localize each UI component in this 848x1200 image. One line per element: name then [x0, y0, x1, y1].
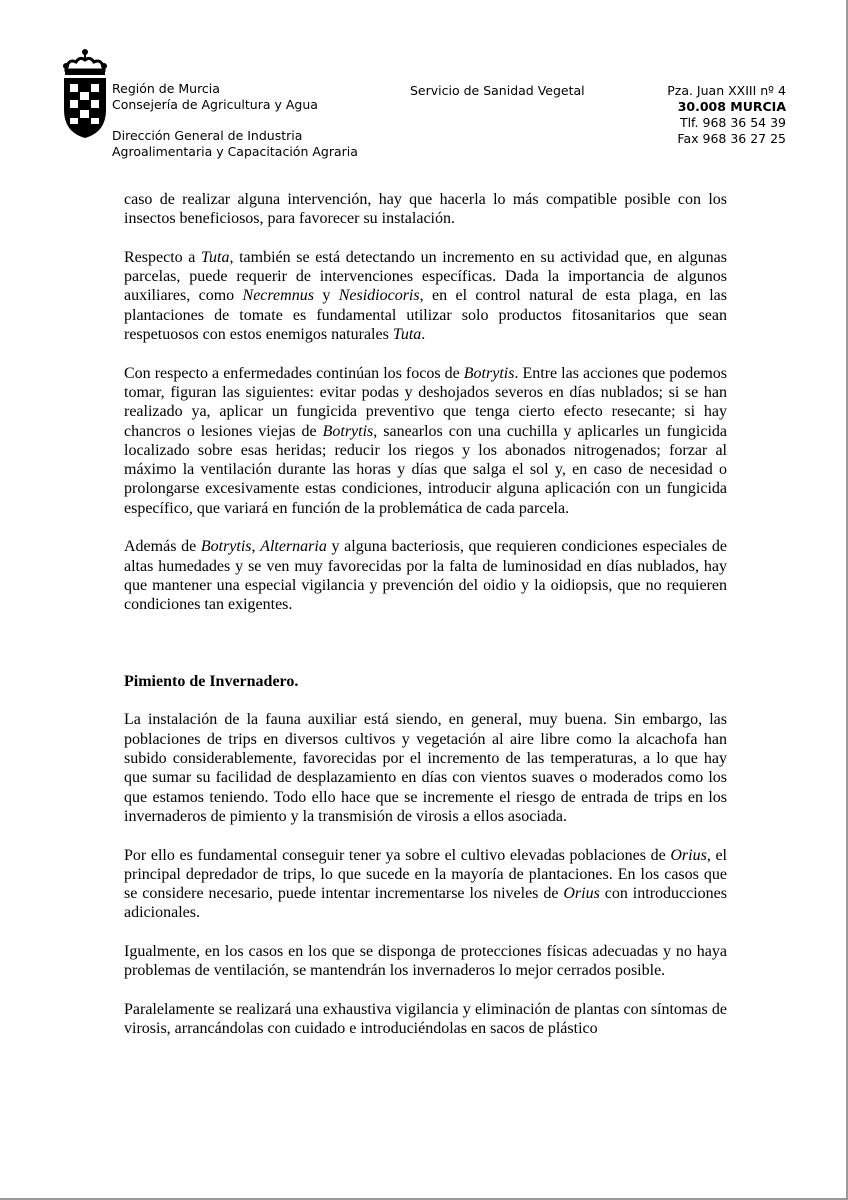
- directorate-line2: Agroalimentaria y Capacitación Agraria: [112, 144, 358, 159]
- species-name: Botrytis: [463, 364, 515, 382]
- text-run: , también se está detectando un incremento en su actividad que, en algunas parcelas, puede requerir de intervenciones específicas. Dada la importancia de algunos auxiliares, como: [124, 248, 727, 305]
- paragraph-orius: [124, 846, 727, 923]
- species-name: Alternaria: [260, 538, 327, 556]
- org-department: Consejería de Agricultura y Agua: [112, 97, 318, 112]
- spacer: [124, 634, 727, 672]
- text-run: Respecto a: [124, 248, 201, 266]
- species-name: Orius: [670, 846, 707, 864]
- text-run: , en el control natural de esta plaga, en las plantaciones de tomate es fundamental utilizar solo productos fitosanitarios que sean respetuosos con estos enemigos naturales: [124, 287, 727, 344]
- paragraph: La instalación de la fauna auxiliar está siendo, en general, muy buena. Sin embargo, las poblaciones de trips en diversos cultivos y vegetación al aire libre como la alcachofa han subido considerablemente, favorecidas por el incremento de las temperaturas, a lo que hay que sumar su facilidad de desplazamiento en días con vientos suaves o moderados como los que estamos teniendo. Todo ello hace que se incremente el riesgo de entrada de trips en los invernaderos de pimiento y la transmisión de virosis a ellos asociada.: [124, 711, 727, 825]
- species-name: Necremnus: [242, 287, 314, 305]
- paragraph-diseases: [124, 537, 727, 614]
- paragraph-tuta: [124, 248, 727, 344]
- species-name: Tuta: [392, 326, 422, 344]
- organization-block: [112, 81, 318, 113]
- org-name: Región de Murcia: [112, 81, 220, 96]
- species-name: Tuta: [201, 248, 230, 266]
- directorate-line1: Dirección General de Industria: [112, 128, 303, 143]
- section-heading: Pimiento de Invernadero.: [124, 672, 299, 690]
- species-name: Botrytis: [322, 422, 374, 440]
- text-run: .: [421, 326, 426, 344]
- letterhead: [0, 0, 848, 170]
- text-run: , sanearlos con una cuchilla y aplicarles un fungicida localizado sobre esas heridas; reducir los riegos y los abonados nitrogenados; forzar al máximo la ventilación durante las horas y días que salga el sol y, en caso de necesidad o prolongarse excesivamente estas condiciones, introducir alguna aplicación con un fungicida específico, que variará en función de la problemática de cada parcela.: [124, 422, 728, 517]
- city: 30.008 MURCIA: [677, 99, 786, 114]
- paragraph-botrytis: [124, 364, 727, 518]
- paragraph: Igualmente, en los casos en los que se disponga de protecciones físicas adecuadas y no haya problemas de ventilación, se mantendrán los invernaderos lo mejor cerrados posible.: [124, 942, 727, 980]
- species-name: Nesidiocoris: [338, 287, 420, 305]
- text-run: y: [313, 287, 339, 305]
- species-name: Orius: [563, 885, 600, 903]
- directorate-block: [112, 128, 358, 160]
- address: Pza. Juan XXIII nº 4: [667, 83, 786, 98]
- region-crest-icon: [60, 48, 110, 140]
- text-run: , el principal depredador de trips, lo que sucede en la mayoría de plantaciones. En los casos que se considere necesario, puede intentar incrementarse los niveles de: [124, 846, 727, 903]
- phone: Tlf. 968 36 54 39: [679, 115, 786, 130]
- paragraph: Paralelamente se realizará una exhaustiva vigilancia y eliminación de plantas con síntomas de virosis, arrancándolas con cuidado e introduciéndolas en sacos de plástico: [124, 1000, 727, 1038]
- text-run: con introducciones adicionales.: [124, 885, 727, 922]
- text-run: Además de: [124, 538, 201, 556]
- text-run: Con respecto a enfermedades continúan los focos de: [124, 364, 464, 382]
- text-run: ,: [251, 538, 261, 556]
- text-run: Por ello es fundamental conseguir tener ya sobre el cultivo elevadas poblaciones de: [124, 846, 671, 864]
- fax: Fax 968 36 27 25: [677, 131, 786, 146]
- species-name: Botrytis: [200, 538, 252, 556]
- paragraph: caso de realizar alguna intervención, hay que hacerla lo más compatible posible con los insectos beneficiosos, para favorecer su instalación.: [124, 191, 727, 228]
- document-body: [124, 190, 727, 1058]
- text-run: . Entre las acciones que podemos tomar, figuran las siguientes: evitar podas y deshojados severos en días nublados; si se han realizado ya, aplicar un fungicida preventivo que tenga cierto efecto resecante; si hay chancros o lesiones viejas de: [124, 364, 728, 440]
- contact-block: [600, 83, 786, 147]
- text-run: y alguna bacteriosis, que requieren condiciones especiales de altas humedades y se ven muy favorecidas por la falta de luminosidad en días nublados, hay que mantener una especial vigilancia y prevención del oidio y la oidiopsis, que no requieren condiciones tan exigentes.: [124, 538, 728, 614]
- service-name: Servicio de Sanidad Vegetal: [410, 83, 585, 98]
